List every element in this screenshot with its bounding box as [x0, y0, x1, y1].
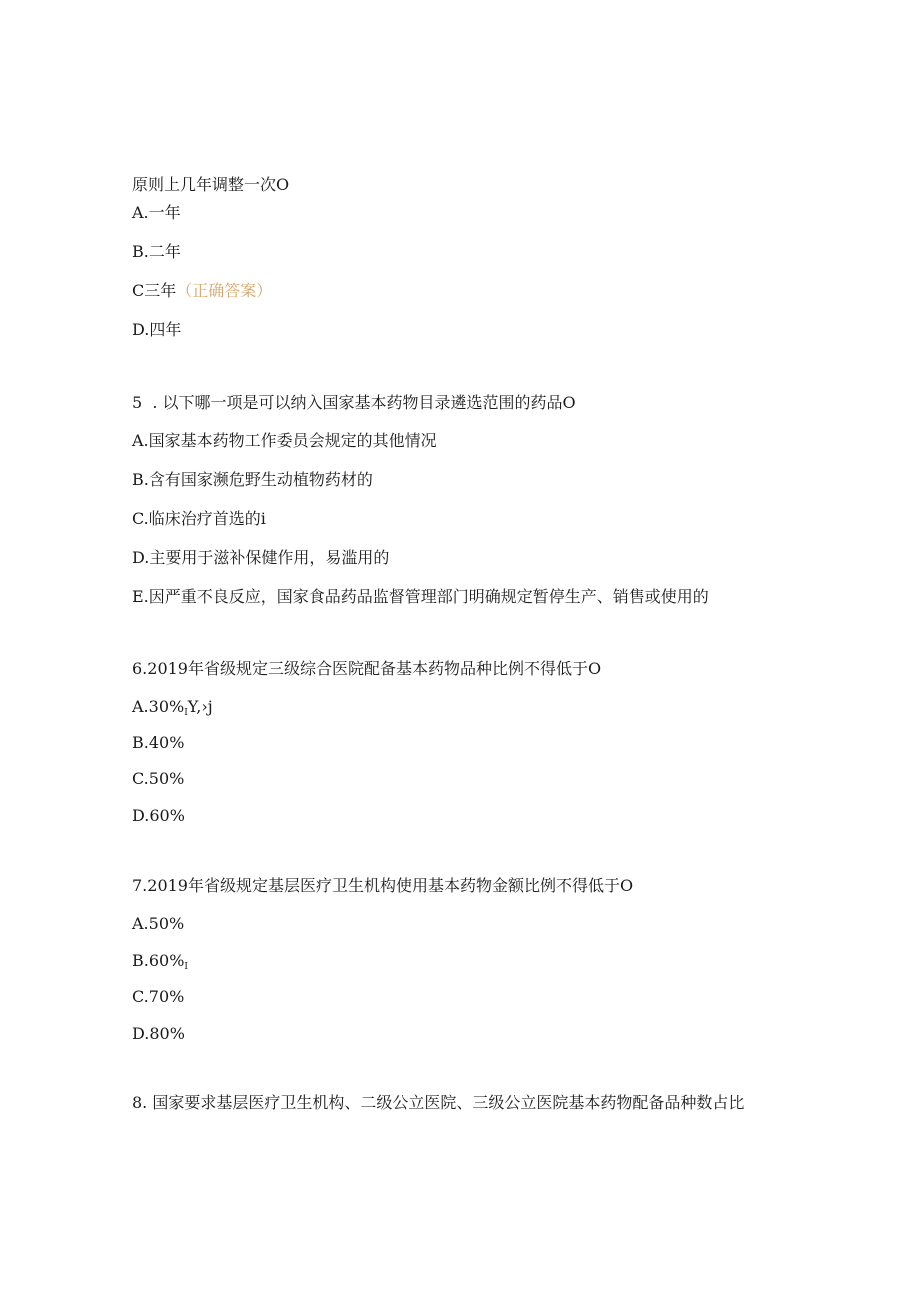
- q6-option-a-mark: I: [184, 708, 188, 718]
- q4-option-a[interactable]: A.一年: [132, 203, 181, 222]
- q7-option-b-label: B.60%: [132, 951, 185, 970]
- q6-stem: 6.2019年省级规定三级综合医院配备基本药物品种比例不得低于O: [132, 659, 602, 678]
- q7-option-b-mark: I: [184, 962, 188, 972]
- q7-stem: 7.2019年省级规定基层医疗卫生机构使用基本药物金额比例不得低于O: [132, 876, 634, 895]
- q4-option-c[interactable]: [132, 281, 272, 301]
- q4-stem: 原则上几年调整一次O: [132, 175, 290, 194]
- q6-option-a-label: A.30%: [132, 697, 185, 716]
- q5-option-e[interactable]: E.因严重不良反应，国家食品药品监督管理部门明确规定暂停生产、销售或使用的: [132, 587, 709, 606]
- q4-option-b[interactable]: B.二年: [132, 242, 181, 261]
- q7-option-a[interactable]: A.50%: [132, 914, 185, 933]
- q5-option-c[interactable]: C.临床治疗首选的i: [132, 509, 266, 528]
- q6-option-a[interactable]: [132, 697, 213, 717]
- q6-option-a-tail: Y,›j: [187, 697, 213, 716]
- q6-option-d[interactable]: D.60%: [132, 806, 185, 825]
- q5-option-a[interactable]: A.国家基本药物工作委员会规定的其他情况: [132, 431, 437, 450]
- q6-option-b[interactable]: B.40%: [132, 733, 185, 752]
- q7-option-b[interactable]: [132, 951, 188, 971]
- q5-stem: 5 . 以下哪一项是可以纳入国家基本药物目录遴选范围的药品O: [132, 393, 576, 412]
- q5-option-d[interactable]: D.主要用于滋补保健作用，易滥用的: [132, 548, 390, 567]
- q6-option-c[interactable]: C.50%: [132, 769, 185, 788]
- q8-stem: 8. 国家要求基层医疗卫生机构、二级公立医院、三级公立医院基本药物配备品种数占比: [132, 1093, 745, 1112]
- correct-answer-note: （正确答案）: [176, 281, 273, 300]
- q7-option-c[interactable]: C.70%: [132, 987, 185, 1006]
- q7-option-d[interactable]: D.80%: [132, 1024, 185, 1043]
- q5-option-b[interactable]: B.含有国家濒危野生动植物药材的: [132, 470, 373, 489]
- q4-option-c-label: C三年: [132, 281, 177, 300]
- q4-option-d[interactable]: D.四年: [132, 320, 182, 339]
